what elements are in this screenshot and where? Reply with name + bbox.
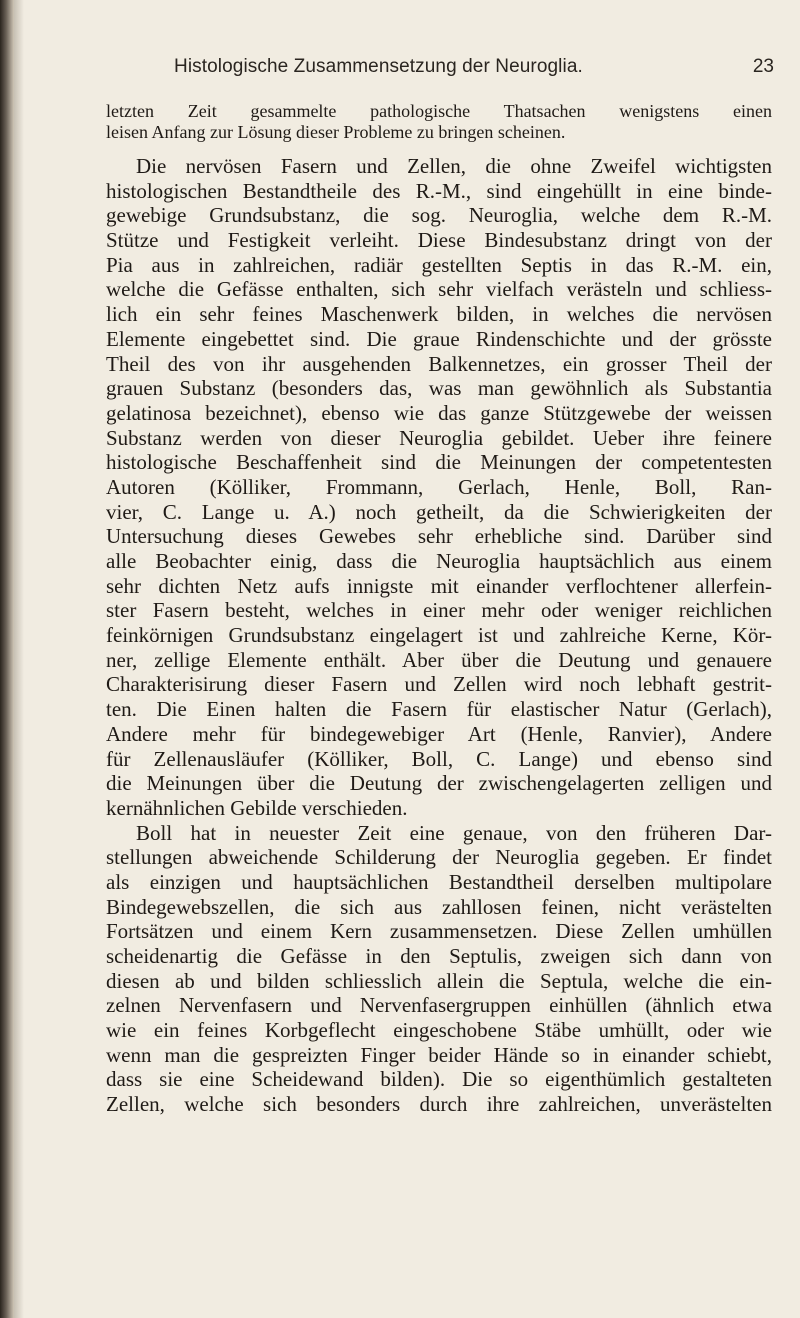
text-line: Elemente eingebettet sind. Die graue Rindenschichte und der grösste xyxy=(106,326,772,351)
text-line: Stütze und Festigkeit verleiht. Diese Bindesubstanz dringt von der xyxy=(106,228,772,253)
text-line: Andere mehr für bindegewebiger Art (Henle, Ranvier), Andere xyxy=(106,721,772,746)
text-line: histologische Beschaffenheit sind die Meinungen der competentesten xyxy=(106,450,772,475)
text-line: sehr dichten Netz aufs innigste mit einander verflochtener allerfein- xyxy=(106,573,772,598)
text-line: welche die Gefässe enthalten, sich sehr vielfach verästeln und schliess- xyxy=(106,277,772,302)
text-line: Bindegewebszellen, die sich aus zahllosen feinen, nicht verästelten xyxy=(106,894,772,919)
paragraph-1 xyxy=(106,154,772,821)
text-line: dass sie eine Scheidewand bilden). Die so eigenthümlich gestalteten xyxy=(106,1067,772,1092)
text-line: diesen ab und bilden schliesslich allein die Septula, welche die ein- xyxy=(106,968,772,993)
paragraph-2 xyxy=(106,821,772,1117)
text-line: wenn man die gespreizten Finger beider Hände so in einander schiebt, xyxy=(106,1042,772,1067)
text-line: zelnen Nervenfasern und Nervenfasergruppen einhüllen (ähnlich etwa xyxy=(106,993,772,1018)
text-line: kernähnlichen Gebilde verschieden. xyxy=(106,795,408,820)
text-line: leisen Anfang zur Lösung dieser Probleme zu bringen scheinen. xyxy=(106,121,566,142)
body-text xyxy=(106,101,772,1117)
text-line: feinkörnigen Grundsubstanz eingelagert ist und zahlreiche Kerne, Kör- xyxy=(106,623,772,648)
text-line: Theil des von ihr ausgehenden Balkennetzes, ein grosser Theil der xyxy=(106,351,772,376)
running-head xyxy=(50,56,774,82)
text-line: die Meinungen über die Deutung der zwischengelagerten zelligen und xyxy=(106,771,772,796)
text-line: Pia aus in zahlreichen, radiär gestellten Septis in das R.-M. ein, xyxy=(106,252,772,277)
text-line: ster Fasern besteht, welches in einer mehr oder weniger reichlichen xyxy=(106,598,772,623)
book-binding-shadow xyxy=(0,0,14,1318)
text-line: Die nervösen Fasern und Zellen, die ohne Zweifel wichtigsten xyxy=(136,154,772,178)
intro-paragraph xyxy=(106,101,772,142)
text-line: histologischen Bestandtheile des R.-M., sind eingehüllt in eine binde- xyxy=(106,178,772,203)
text-line: als einzigen und hauptsächlichen Bestandtheil derselben multipolare xyxy=(106,869,772,894)
page-number: 23 xyxy=(752,56,774,77)
text-line: scheidenartig die Gefässe in den Septulis, zweigen sich dann von xyxy=(106,944,772,968)
text-line: grauen Substanz (besonders das, was man gewöhnlich als Substantia xyxy=(106,376,772,401)
text-line: vier, C. Lange u. A.) noch getheilt, da die Schwierigkeiten der xyxy=(106,499,772,524)
text-line: gewebige Grundsubstanz, die sog. Neuroglia, welche dem R.-M. xyxy=(106,203,772,228)
text-line: letzten Zeit gesammelte pathologische Thatsachen wenigstens einen xyxy=(106,101,772,121)
text-line: Charakterisirung dieser Fasern und Zellen wird noch lebhaft gestrit- xyxy=(106,672,772,697)
text-line: Substanz werden von dieser Neuroglia gebildet. Ueber ihre feinere xyxy=(106,425,772,450)
text-line: alle Beobachter einig, dass die Neuroglia hauptsächlich aus einem xyxy=(106,549,772,573)
text-line: Zellen, welche sich besonders durch ihre zahlreichen, unverästelten xyxy=(106,1092,772,1117)
text-line: Boll hat in neuester Zeit eine genaue, von den früheren Dar- xyxy=(136,820,772,845)
text-line: stellungen abweichende Schilderung der Neuroglia gegeben. Er findet xyxy=(106,845,772,870)
text-line: gelatinosa bezeichnet), ebenso wie das ganze Stützgewebe der weissen xyxy=(106,400,772,425)
running-head-title: Histologische Zusammensetzung der Neuroglia. xyxy=(174,56,583,77)
text-line: ner, zellige Elemente enthält. Aber über die Deutung und genauere xyxy=(106,647,772,672)
text-line: Fortsätzen und einem Kern zusammensetzen. Diese Zellen umhüllen xyxy=(106,919,772,944)
text-line: lich ein sehr feines Maschenwerk bilden, in welches die nervösen xyxy=(106,302,772,327)
text-line: ten. Die Einen halten die Fasern für elastischer Natur (Gerlach), xyxy=(106,697,772,722)
text-line: für Zellenausläufer (Kölliker, Boll, C. Lange) und ebenso sind xyxy=(106,746,772,771)
text-line: Autoren (Kölliker, Frommann, Gerlach, Henle, Boll, Ran- xyxy=(106,474,772,499)
page-gutter xyxy=(14,0,24,1318)
text-line: wie ein feines Korbgeflecht eingeschobene Stäbe umhüllt, oder wie xyxy=(106,1018,772,1043)
book-page xyxy=(50,0,780,1318)
text-line: Untersuchung dieses Gewebes sehr erhebliche sind. Darüber sind xyxy=(106,524,772,549)
